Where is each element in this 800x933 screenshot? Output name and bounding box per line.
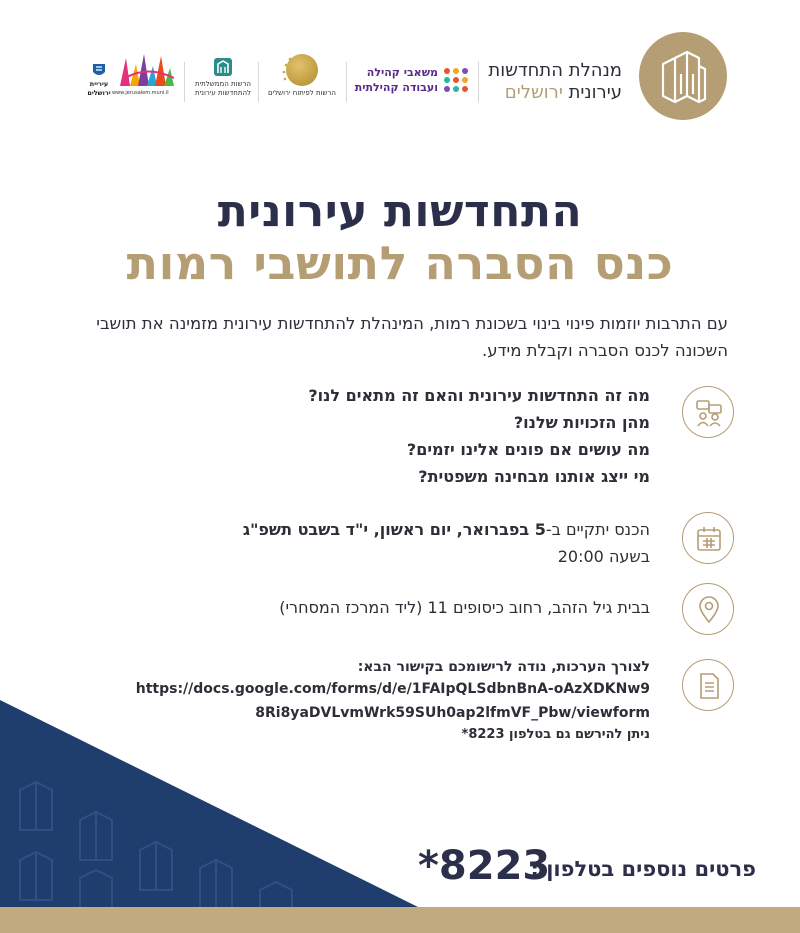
colorful-url: www.jerusalem.muni.il	[112, 90, 169, 96]
question-item: מה עושים אם פונים אלינו יזמים?	[406, 440, 650, 459]
logo-divider	[346, 62, 347, 102]
gold-bottom-strip	[0, 907, 800, 933]
gov-authority-logo	[192, 56, 254, 102]
navy-corner-decoration	[0, 700, 420, 908]
coin-caption: הרשות לפיתוח ירושלים	[267, 89, 336, 97]
mashabei-kehila-logo	[350, 64, 468, 98]
event-time: בשעה 20:00	[557, 547, 650, 566]
mashabei-line1: משאבי קהילה	[366, 66, 438, 79]
question-item: מי ייצג אותנו מבחינה משפטית?	[418, 467, 650, 486]
question-item: מהן הזכויות שלנו?	[513, 413, 650, 432]
registration-link-cont[interactable]: 8Ri8yaDVLvmWrk59SUh0ap2lfmVF_Pbw/viewform	[255, 705, 650, 721]
location-pin-icon	[695, 596, 723, 624]
registration-icon-circle	[682, 659, 734, 711]
city-emblem-icon	[91, 62, 107, 78]
city-caption2: ירושלים	[87, 89, 111, 97]
authority-city: ירושלים	[504, 82, 563, 103]
intro-paragraph: עם התרבות יוזמות פינוי בינוי בשכונת רמות, המינהלת להתחדשות עירונית מזמינה את תושבי השכונה לכנס הסברה וקבלת מידע.	[96, 314, 728, 360]
people-talking-icon	[695, 399, 723, 427]
jerusalem-development-logo	[262, 54, 342, 102]
event-location: בבית גיל הזהב, רחוב כיסופים 11 (ליד המרכז המסחרי)	[279, 598, 650, 617]
footer-label: פרטים נוספים בטלפון :	[530, 857, 756, 881]
event-date: הכנס יתקיים ב-5 בפברואר, יום ראשון, י"ד בשבט תשפ"ג	[242, 520, 650, 539]
jerusalem-colorful-logo	[112, 52, 178, 96]
page-title: התחדשות עירונית	[217, 186, 583, 237]
date-icon-circle	[682, 512, 734, 564]
logo-divider	[478, 62, 479, 102]
document-icon	[695, 672, 723, 700]
location-icon-circle	[682, 583, 734, 635]
registration-intro: לצורך הערכות, נודה לרישומכם בקישור הבא:	[357, 659, 650, 675]
logo-divider	[258, 62, 259, 102]
authority-logo	[639, 32, 727, 120]
coin-icon	[286, 54, 318, 86]
gov-building-icon	[212, 56, 234, 78]
calendar-icon	[695, 525, 723, 553]
gov-caption1: הרשות הממשלתית	[194, 80, 251, 88]
question-item: מה זה התחדשות עירונית והאם זה מתאים לנו?	[308, 386, 650, 405]
mashabei-line2: ועבודה קהילתית	[354, 81, 438, 94]
questions-icon-circle	[682, 386, 734, 438]
event-date-bold: 5 בפברואר, יום ראשון, י"ד בשבט תשפ"ג	[242, 520, 546, 539]
city-caption1: עיריית	[89, 80, 109, 88]
footer-phone[interactable]: *8223	[418, 843, 551, 889]
gov-caption2: להתחדשות עירונית	[194, 89, 251, 97]
colorful-skyline-icon	[116, 52, 178, 88]
registration-link[interactable]: https://docs.google.com/forms/d/e/1FAIpQLSdbnBnA-oAzXDKNw9	[135, 681, 650, 697]
authority-name-line1: מנהלת התחדשות	[488, 60, 622, 81]
authority-name-line2: עירונית ירושלים	[504, 82, 622, 103]
dots-logo-icon	[444, 68, 468, 92]
buildings-logo-icon	[657, 44, 709, 108]
page-subtitle: כנס הסברה לתושבי רמות	[126, 236, 674, 290]
registration-phone-note: ניתן להירשם גם בטלפון 8223*	[461, 727, 650, 742]
jerusalem-municipality-logo	[82, 62, 116, 96]
authority-name	[488, 60, 622, 104]
logo-divider	[184, 62, 185, 102]
